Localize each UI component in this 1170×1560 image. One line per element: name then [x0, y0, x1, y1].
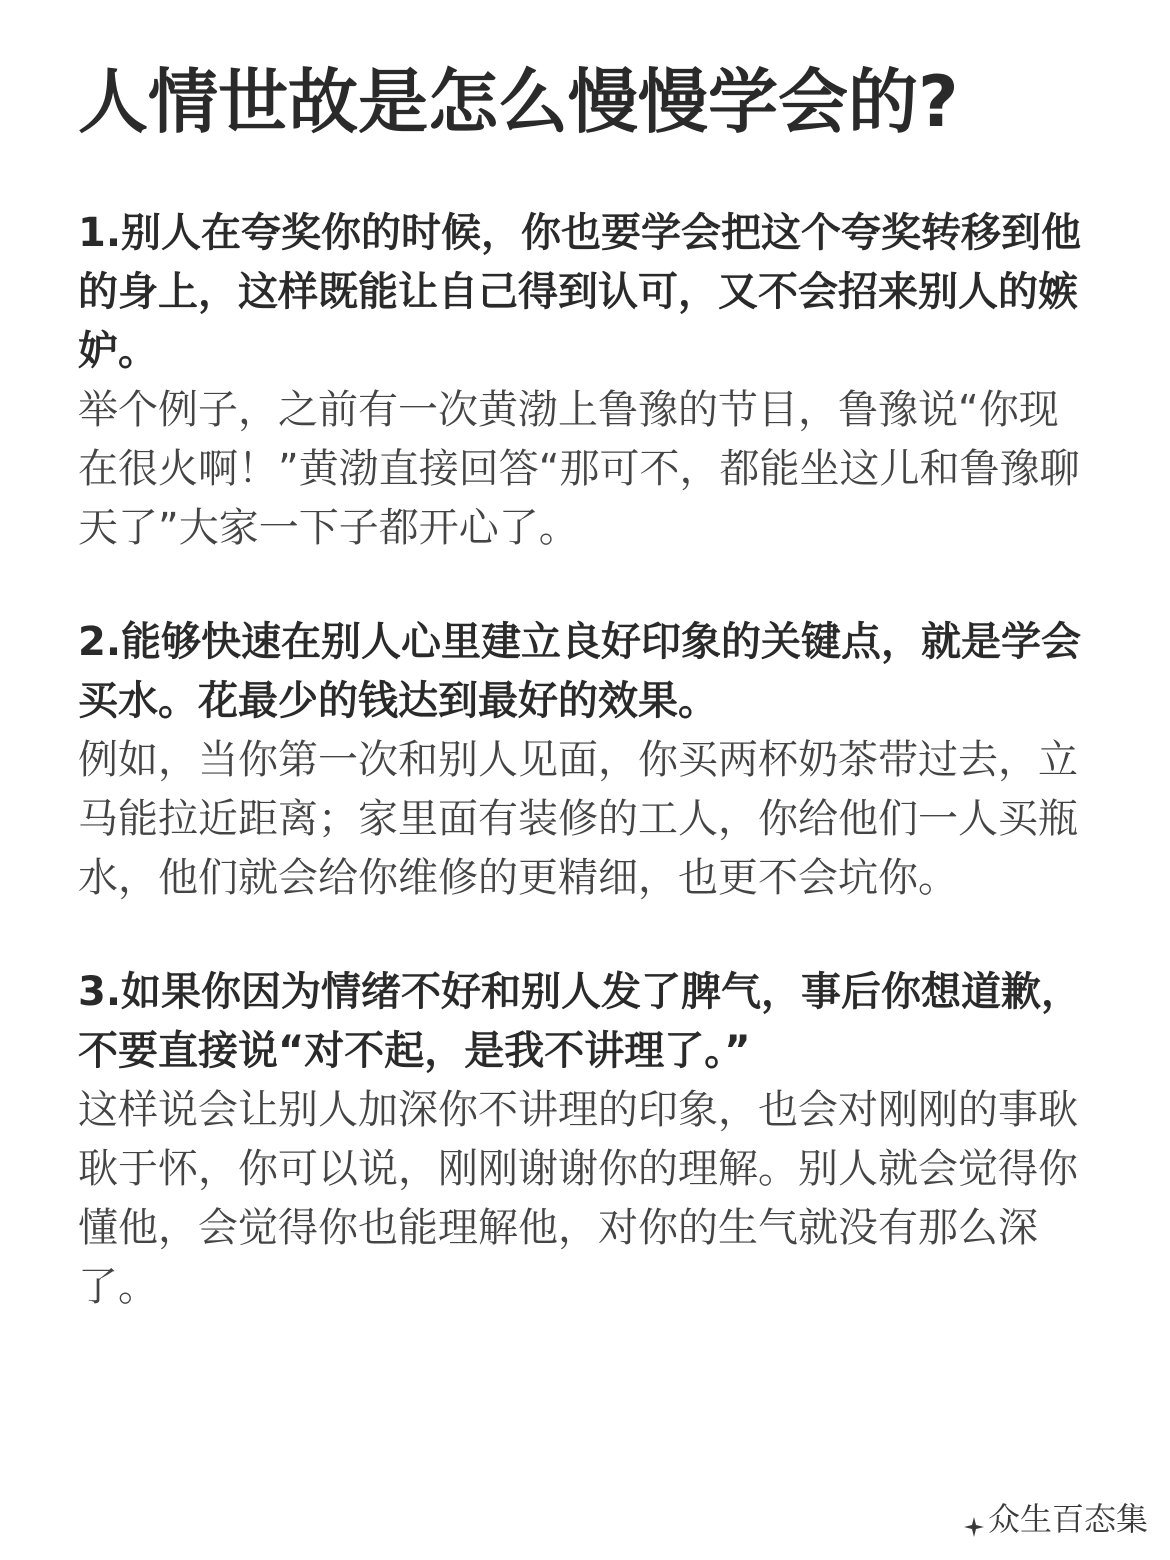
- tip-heading: 1.别人在夸奖你的时候，你也要学会把这个夸奖转移到他的身上，这样既能让自己得到认可，又不会招来别人的嫉妒。: [78, 210, 1082, 374]
- sparkle-icon: [964, 1507, 984, 1527]
- tip-body: 举个例子，之前有一次黄渤上鲁豫的节目，鲁豫说“你现在很火啊！”黄渤直接回答“那可不，都能坐这儿和鲁豫聊天了”大家一下子都开心了。: [78, 387, 1080, 551]
- tip-body: 例如，当你第一次和别人见面，你买两杯奶茶带过去，立马能拉近距离；家里面有装修的工人，你给他们一人买瓶水，他们就会给你维修的更精细，也更不会坑你。: [78, 737, 1078, 901]
- article-body: [78, 204, 1088, 1317]
- faded-top-strip: [0, 0, 1170, 19]
- watermark-text: 众生百态集: [987, 1500, 1148, 1538]
- page-title: 人情世故是怎么慢慢学会的?: [78, 61, 959, 143]
- tip-section-2: [78, 613, 1088, 908]
- tip-section-1: [78, 204, 1088, 558]
- watermark: [964, 1494, 1148, 1540]
- tip-section-3: [78, 963, 1088, 1317]
- tip-heading: 2.能够快速在别人心里建立良好印象的关键点，就是学会买水。花最少的钱达到最好的效果。: [78, 619, 1082, 724]
- tip-body: 这样说会让别人加深你不讲理的印象，也会对刚刚的事耿耿于怀，你可以说，刚刚谢谢你的理解。别人就会觉得你懂他，会觉得你也能理解他，对你的生气就没有那么深了。: [78, 1087, 1078, 1310]
- tip-heading: 3.如果你因为情绪不好和别人发了脾气，事后你想道歉，不要直接说“对不起，是我不讲理了。”: [78, 969, 1082, 1074]
